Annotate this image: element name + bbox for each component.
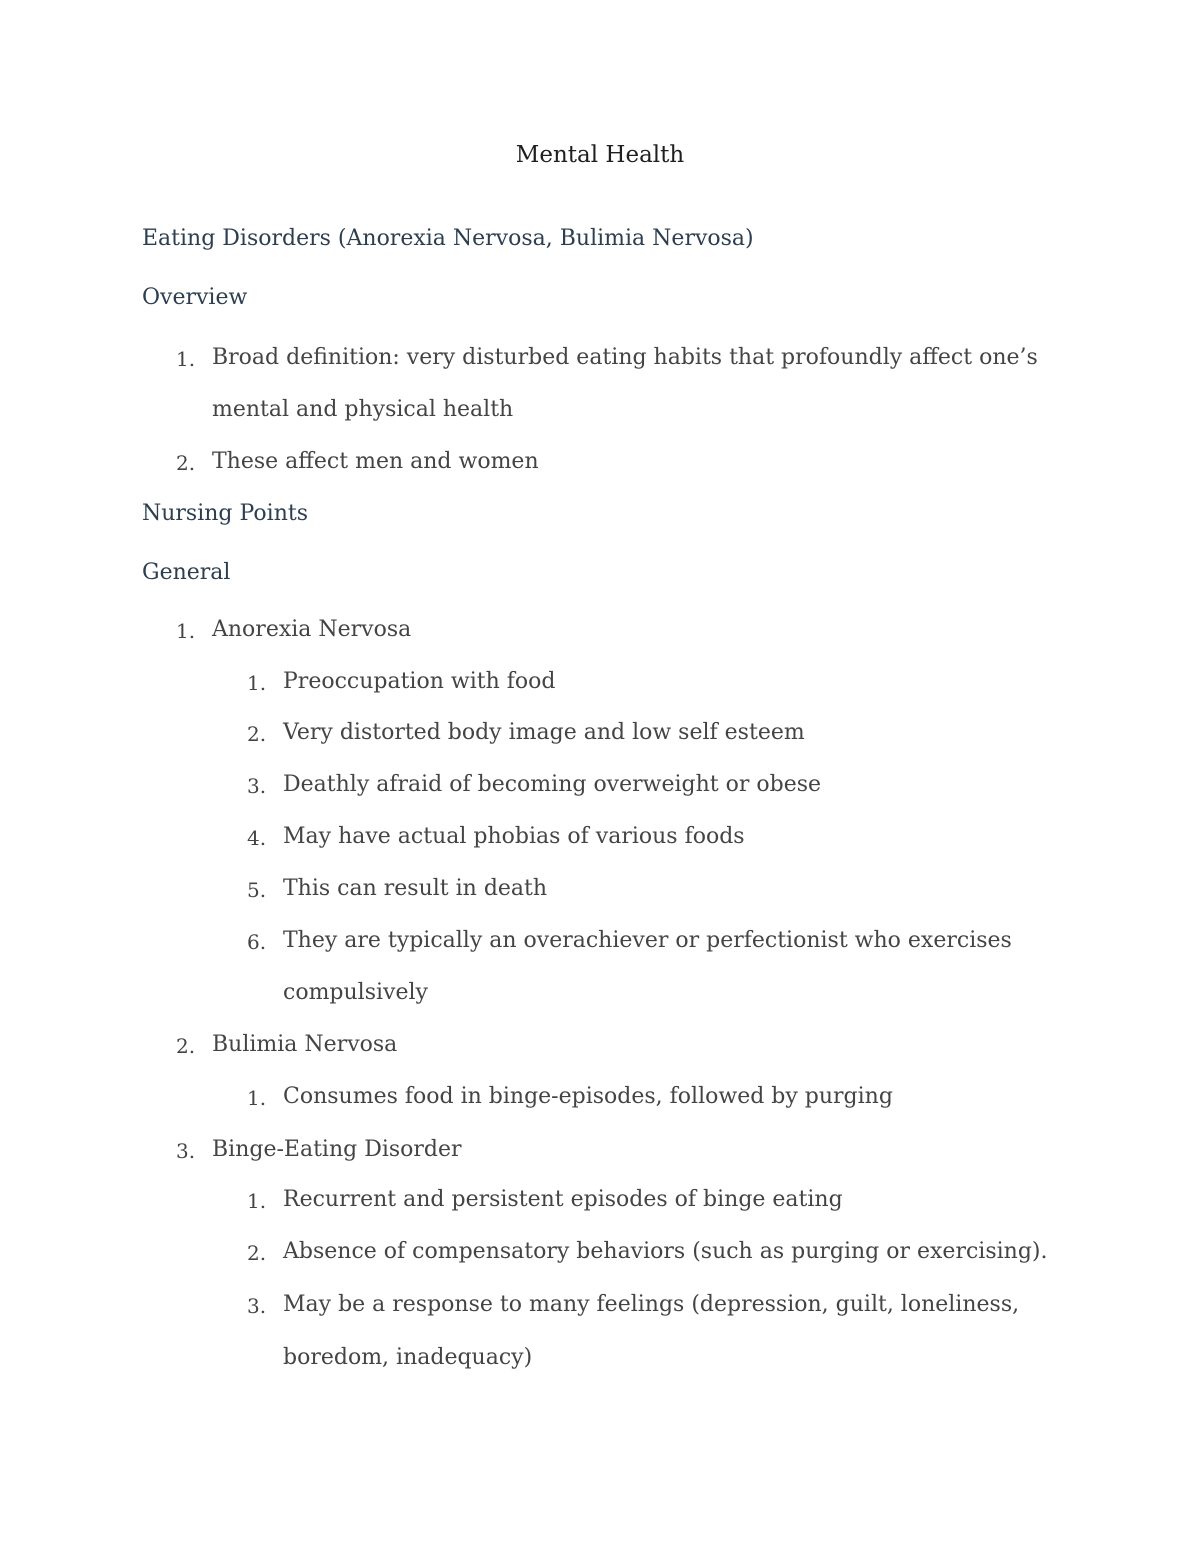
- list-item-text: Very distorted body image and low self esteem: [283, 720, 805, 745]
- list-item-text: Anorexia Nervosa: [212, 617, 412, 642]
- list-item-text: Binge-Eating Disorder: [212, 1137, 462, 1162]
- list-item-text: Absence of compensatory behaviors (such as purging or exercising).: [283, 1239, 1048, 1264]
- list-item-text: May be a response to many feelings (depression, guilt, loneliness,: [283, 1292, 1020, 1317]
- list-item-text: These affect men and women: [212, 449, 539, 474]
- list-item-text: compulsively: [283, 980, 428, 1005]
- list-number: 2.: [176, 1034, 196, 1058]
- list-number: 2.: [247, 1241, 267, 1265]
- list-item-text: Broad definition: very disturbed eating habits that profoundly affect one’s: [212, 345, 1038, 370]
- heading-nursing-points: Nursing Points: [142, 501, 308, 526]
- list-number: 1.: [247, 671, 267, 695]
- list-number: 1.: [176, 347, 196, 371]
- page-title: Mental Health: [515, 142, 685, 168]
- list-number: 3.: [247, 1294, 267, 1318]
- list-item-text: Consumes food in binge-episodes, followed by purging: [283, 1084, 893, 1109]
- list-number: 1.: [176, 619, 196, 643]
- list-number: 1.: [247, 1189, 267, 1213]
- list-item-text: This can result in death: [283, 876, 548, 901]
- list-item-text: Recurrent and persistent episodes of binge eating: [283, 1187, 843, 1212]
- list-item-text: Bulimia Nervosa: [212, 1032, 398, 1057]
- list-number: 4.: [247, 826, 267, 850]
- heading-general: General: [142, 560, 231, 585]
- list-number: 5.: [247, 878, 267, 902]
- list-number: 3.: [176, 1139, 196, 1163]
- list-number: 2.: [247, 722, 267, 746]
- list-item-text: Deathly afraid of becoming overweight or obese: [283, 772, 822, 797]
- list-number: 3.: [247, 774, 267, 798]
- heading-eating-disorders: Eating Disorders (Anorexia Nervosa, Bulimia Nervosa): [142, 226, 754, 251]
- list-number: 2.: [176, 451, 196, 475]
- list-item-text: mental and physical health: [212, 397, 514, 422]
- list-item-text: boredom, inadequacy): [283, 1345, 533, 1370]
- list-item-text: They are typically an overachiever or perfectionist who exercises: [283, 928, 1012, 953]
- heading-overview: Overview: [142, 285, 248, 310]
- list-item-text: May have actual phobias of various foods: [283, 824, 745, 849]
- list-number: 1.: [247, 1086, 267, 1110]
- list-item-text: Preoccupation with food: [283, 669, 556, 694]
- list-number: 6.: [247, 930, 267, 954]
